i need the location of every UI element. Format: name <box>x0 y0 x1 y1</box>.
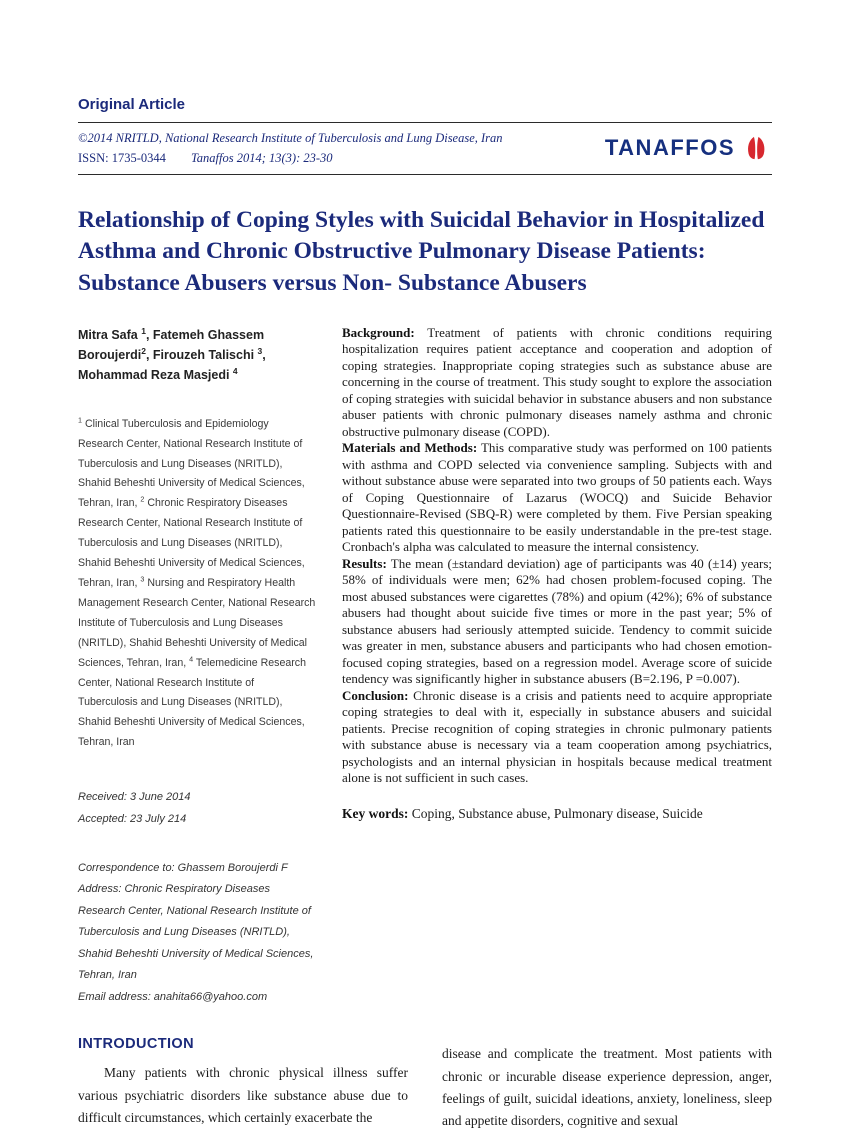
introduction-section <box>78 1036 772 1133</box>
affiliation-entry: $^4$ Telemedicine Research Center, National Research Institute of Tuberculosis and Lung Diseases (NRITLD), Shahid Beheshti University of Medical Sciences, Tehran, Iran <box>78 654 306 749</box>
header-meta-row <box>78 123 772 174</box>
affiliation-entry: $^3$ Nursing and Respiratory Health Management Research Center, National Research Institute of Tuberculosis and Lung Diseases (NRITLD), Shahid Beheshti University of Medical Sciences, Tehran, Iran, <box>78 574 316 669</box>
author-name: Firouzeh Talischi $^3$, <box>152 345 266 362</box>
article-type-label: Original Article <box>78 96 185 113</box>
abstract-section-results: Results: The mean (±standard deviation) age of participants was 40 (±14) years; 58% of individuals were men; 62% had chosen problem-focused coping. The most abused substances were cigarettes (78%) and opium (42%); 6% of substance abusers had thought about suicide five times or more in the past year; 5% of substance abusers had seriously attempted suicide. Tendency to commit suicide was greater in men, substance abusers and participants who had chosen emotion-focused coping strategies, based on a regression model. Average score of suicide tendency was significantly higher in substance abusers (B=2.196, P =0.007). <box>342 555 773 687</box>
abstract-label-conclusion: Conclusion: <box>342 687 409 703</box>
affiliations-block <box>78 415 316 753</box>
abstract-section-background: Background: Treatment of patients with chronic conditions requiring hospitalization requires patient acceptance and cooperation and adoption of coping strategies. Inappropriate coping strategies such as substance abuse are concerning in the course of treatment. This study sought to explore the association of coping strategies with suicidal behavior in substance abusers and non substance abuser patients with chronic pulmonary diseases namely asthma and chronic obstructive pulmonary disease (COPD). <box>342 324 772 439</box>
lungs-emblem-icon <box>742 135 770 161</box>
paper-header <box>78 96 772 175</box>
copyright-line: ©2014 NRITLD, National Research Institute of Tuberculosis and Lung Disease, Iran <box>78 131 503 145</box>
introduction-left-column <box>78 1036 408 1133</box>
journal-citation: Tanaffos 2014; 13(3): 23-30 <box>190 151 333 165</box>
header-rule-bottom <box>78 174 772 175</box>
abstract-column <box>342 325 772 1008</box>
affiliation-entry: $^1$ Clinical Tuberculosis and Epidemiology Research Center, National Research Institute of Tuberculosis and Lung Diseases (NRITLD), Shahid Beheshti University of Medical Sciences, Tehran, Iran, <box>78 415 305 510</box>
author-info-column <box>78 325 316 1008</box>
article-title: Relationship of Coping Styles with Suicidal Behavior in Hospitalized Asthma and Chronic Obstructive Pulmonary Disease Patients: Substance Abusers versus Non- Substance Abusers <box>78 207 765 296</box>
dates-block <box>78 787 316 830</box>
introduction-heading: INTRODUCTION <box>78 1036 194 1053</box>
introduction-paragraph-left: Many patients with chronic physical illness suffer various psychiatric disorders like substance abuse due to difficult circumstances, which certainly exacerbate the <box>78 1065 408 1125</box>
abstract-section-materials-methods: Materials and Methods: This comparative study was performed on 100 patients with asthma and COPD selected via convenience sampling. Subjects with and without substance abuse were separated into two groups of 50 patients each. Ways of Coping Questionnaire of Lazarus (WOCQ) and Suicide Behavior Questionnaire-Revised (SBQ-R) were completed by them. Five Persian speaking patients rated this questionnaire to be easily understandable in the pre-test stage. Cronbach's alpha was calculated to measure the internal consistency. <box>342 440 772 555</box>
received-date: Received: 3 June 2014 <box>78 791 191 804</box>
journal-logo <box>605 135 772 161</box>
keywords-line: Key words: Coping, Substance abuse, Pulmonary disease, Suicide <box>342 805 703 821</box>
author-affiliation-superscript: 4 <box>232 365 238 376</box>
author-name: Mitra Safa $^1$, <box>78 325 153 342</box>
issn-number: ISSN: 1735-0344 <box>78 151 166 165</box>
journal-logo-text: TANAFFOS <box>604 135 735 160</box>
author-name: Fatemeh Ghassem Boroujerdi$^2$, <box>78 327 265 362</box>
author-affiliation-superscript: 2 <box>141 345 146 356</box>
keywords-label: Key words: <box>342 805 409 821</box>
affiliation-entry: $^2$ Chronic Respiratory Diseases Research Center, National Research Institute of Tuberculosis and Lung Diseases (NRITLD), Shahid Beheshti University of Medical Sciences, Tehran, Iran, <box>78 494 305 589</box>
accepted-date: Accepted: 23 July 214 <box>78 812 187 825</box>
abstract-label-results: Results: <box>342 555 387 571</box>
abstract-label-materials-methods: Materials and Methods: <box>342 440 478 456</box>
abstract-section-conclusion: Conclusion: Chronic disease is a crisis and patients need to acquire appropriate coping strategies to deal with it, especially in substance abusers and suicidal patients. Precise recognition of coping strategies in chronic pulmonary patients with substance abuse is necessary via a team cooperation among psychiatrics, psychologists and an internal physician in hospitals because medical treatment alone is not sufficient in such cases. <box>342 687 773 786</box>
correspondence-address: Address: Chronic Respiratory Diseases Research Center, National Research Institute of Tuberculosis and Lung Diseases (NRITLD), Shahid Beheshti University of Medical Sciences, Tehran, Iran <box>78 883 314 982</box>
author-affiliation-superscript: 1 <box>141 325 146 336</box>
abstract-label-background: Background: <box>342 324 415 340</box>
author-name: Mohammad Reza Masjedi $^4$ <box>78 365 238 382</box>
issn-line <box>78 148 503 168</box>
introduction-right-column <box>442 1036 772 1133</box>
authors-line <box>78 325 316 385</box>
correspondence-block <box>78 858 316 1008</box>
header-meta-lines <box>78 128 503 168</box>
correspondence-to: Correspondence to: Ghassem Boroujerdi F <box>78 862 288 875</box>
introduction-paragraph-right: disease and complicate the treatment. Most patients with chronic or incurable disease experience depression, anger, feelings of guilt, suicidal ideations, anxiety, loneliness, sleep and appetite disorders, cognitive and sexual <box>442 1046 772 1129</box>
correspondence-email: Email address: anahita66@yahoo.com <box>78 990 268 1003</box>
main-columns <box>78 325 772 1008</box>
author-affiliation-superscript: 3 <box>257 345 263 356</box>
